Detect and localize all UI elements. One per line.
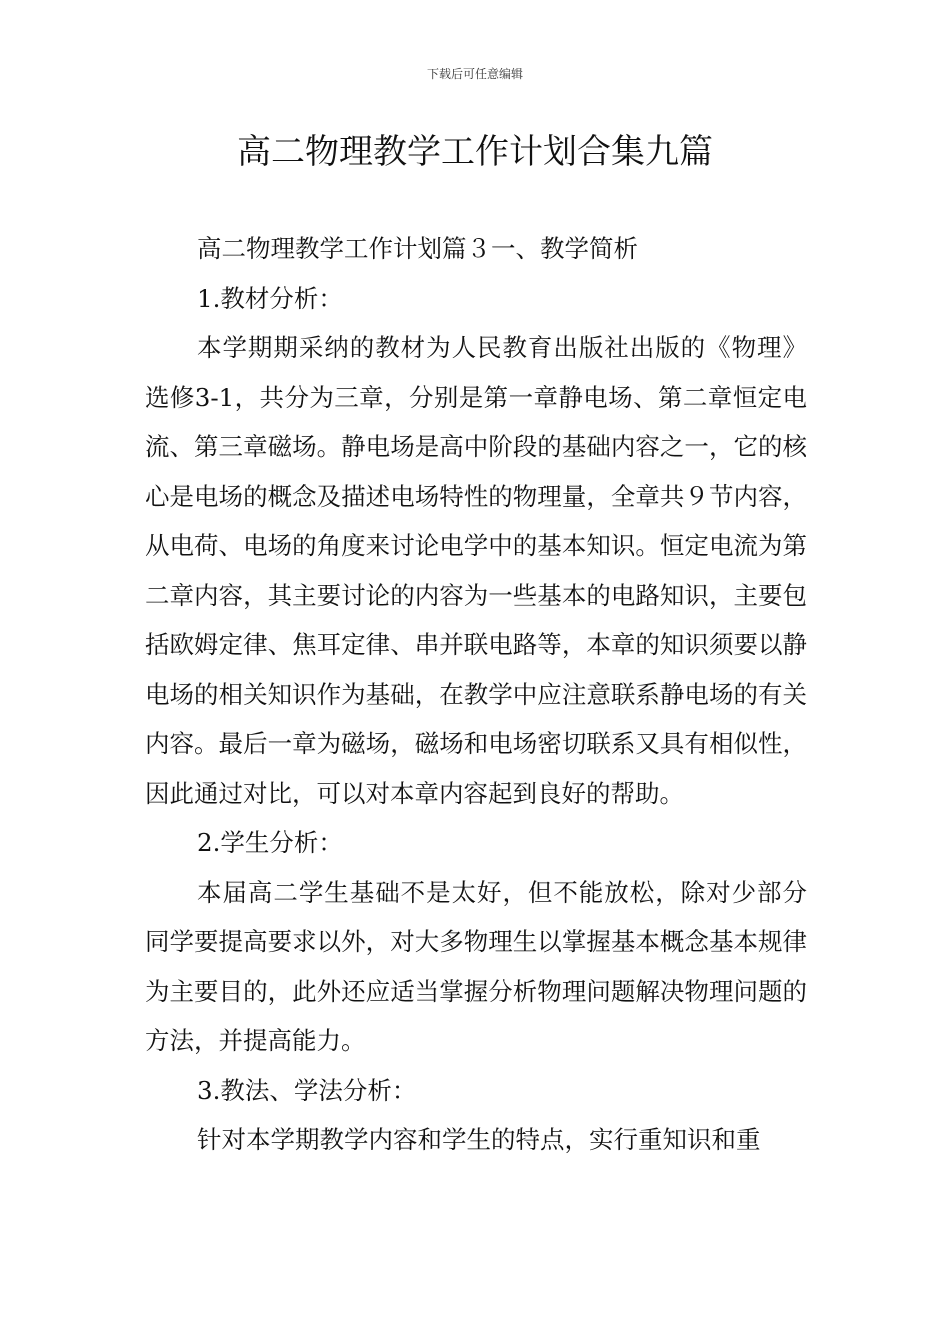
subsection-heading: 2.学生分析： [197, 828, 343, 857]
body-paragraph: 本届高二学生基础不是太好，但不能放松，除对少部分同学要提高要求以外，对大多物理生以掌握基本概念基本规律为主要目的，此外还应适当掌握分析物理问题解决物理问题的方法，并提高能力。 [145, 877, 807, 1055]
header-note: 下载后可任意编辑 [426, 67, 523, 81]
document-body [145, 224, 807, 1165]
subsection-heading: 3.教法、学法分析： [197, 1075, 417, 1105]
section-heading: 高二物理教学工作计划篇３一、教学简析 [197, 234, 638, 263]
subsection-heading: 1.教材分析： [197, 283, 343, 313]
body-paragraph: 针对本学期教学内容和学生的特点，实行重知识和重 [197, 1125, 761, 1154]
body-paragraph: 本学期期采纳的教材为人民教育出版社出版的《物理》选修3-1，共分为三章，分别是第一章静电场、第二章恒定电流、第三章磁场。静电场是高中阶段的基础内容之一，它的核心是电场的概念及描述电场特性的物理量，全章共９节内容，从电荷、电场的角度来讨论电学中的基本知识。恒定电流为第二章内容，其主要讨论的内容为一些基本的电路知识，主要包括欧姆定律、焦耳定律、串并联电路等，本章的知识须要以静电场的相关知识作为基础，在教学中应注意联系静电场的有关内容。最后一章为磁场，磁场和电场密切联系又具有相似性，因此通过对比，可以对本章内容起到良好的帮助。 [145, 333, 807, 808]
document-title: 高二物理教学工作计划合集九篇 [237, 132, 713, 172]
